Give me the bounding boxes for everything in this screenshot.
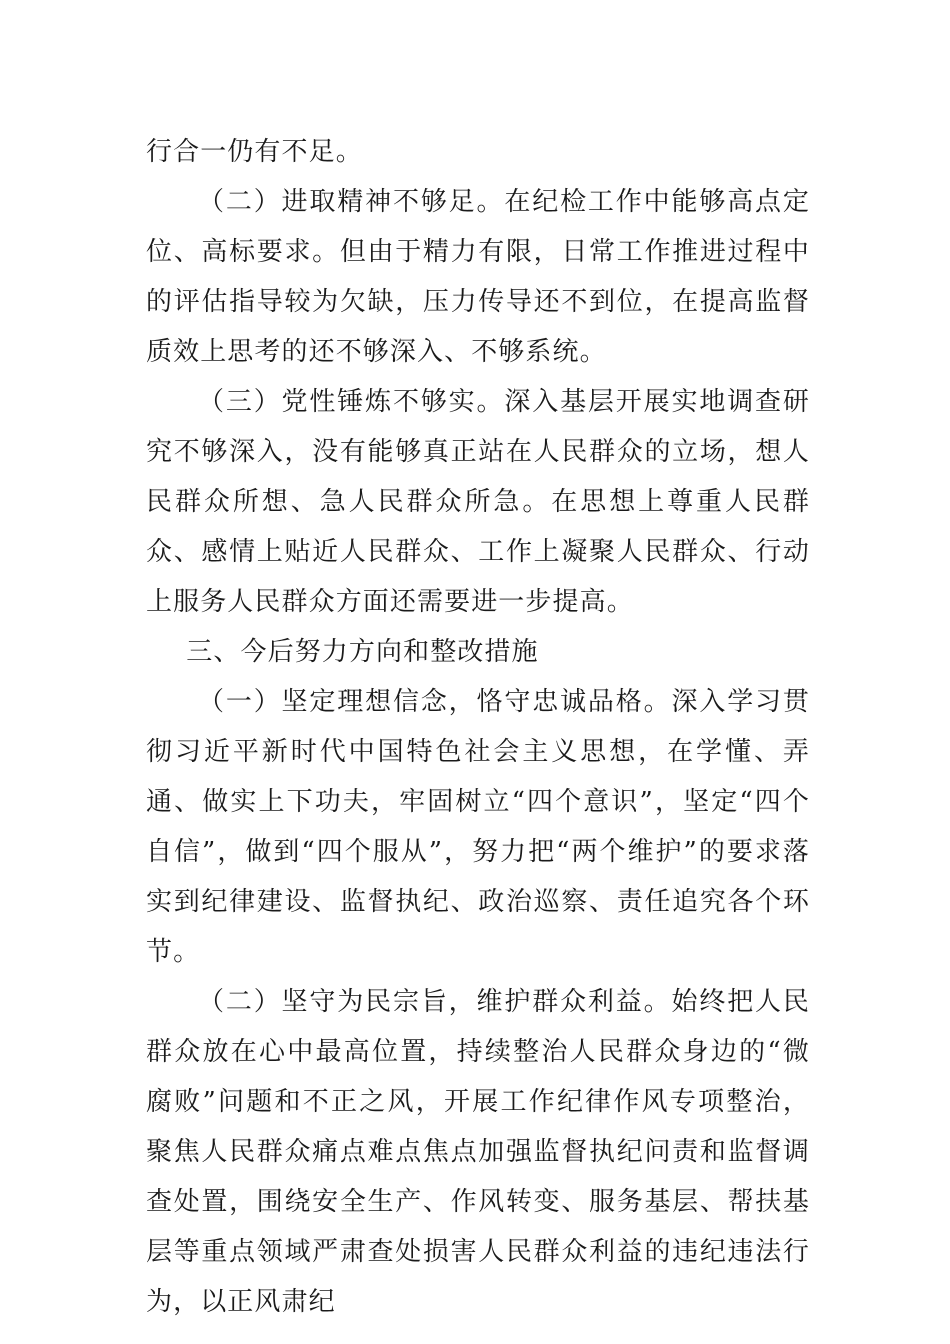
paragraph-ideals-loyalty: （一）坚定理想信念，恪守忠诚品格。深入学习贯彻习近平新时代中国特色社会主义思想，在学懂、弄通、做实上下功夫，牢固树立“四个意识”，坚定“四个自信”，做到“四个服从”，努力把“两个维护”的要求落实到纪律建设、监督执纪、政治巡察、责任追究各个环节。 [146, 687, 810, 967]
document-body [146, 127, 810, 1327]
paragraph-serve-people: （二）坚守为民宗旨，维护群众利益。始终把人民群众放在心中最高位置，持续整治人民群众身边的“微腐败”问题和不正之风，开展工作纪律作风专项整治，聚焦人民群众痛点难点焦点加强监督执纪问责和监督调查处置，围绕安全生产、作风转变、服务基层、帮扶基层等重点领域严肃查处损害人民群众利益的违纪违法行为，以正风肃纪 [146, 987, 810, 1317]
paragraph-continuation: 行合一仍有不足。 [146, 137, 363, 167]
paragraph-enterprising-spirit: （二）进取精神不够足。在纪检工作中能够高点定位、高标要求。但由于精力有限，日常工作推进过程中的评估指导较为欠缺，压力传导还不到位，在提高监督质效上思考的还不够深入、不够系统。 [146, 187, 810, 367]
paragraph-party-spirit: （三）党性锤炼不够实。深入基层开展实地调查研究不够深入，没有能够真正站在人民群众的立场，想人民群众所想、急人民群众所急。在思想上尊重人民群众、感情上贴近人民群众、工作上凝聚人民群众、行动上服务人民群众方面还需要进一步提高。 [146, 387, 810, 617]
section-heading-rectification: 三、今后努力方向和整改措施 [186, 637, 539, 667]
